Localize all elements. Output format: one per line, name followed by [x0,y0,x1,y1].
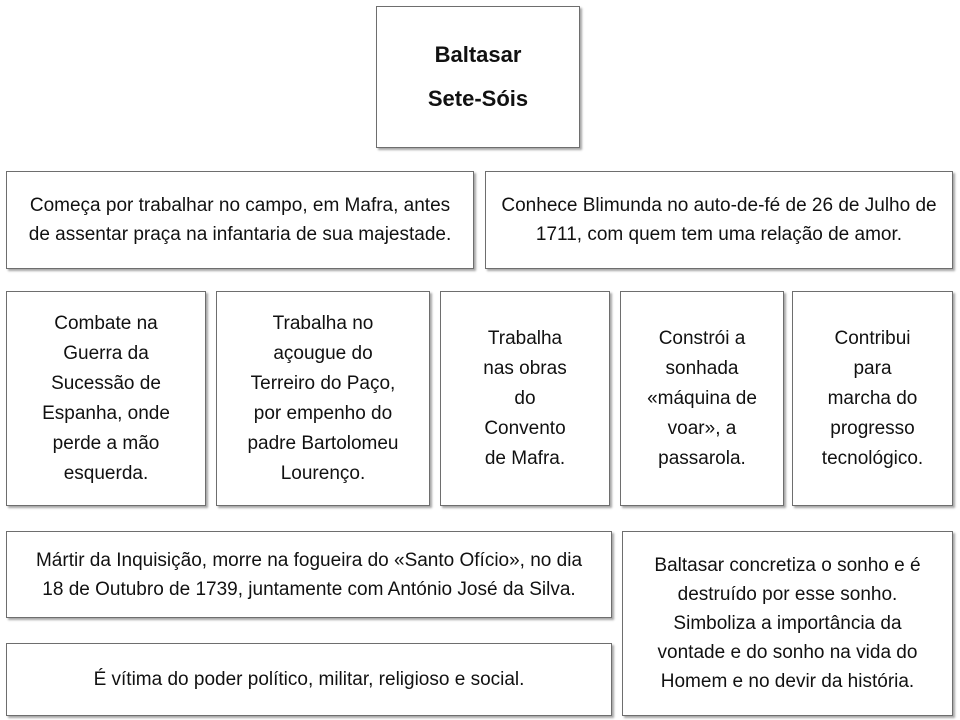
box-meets-blimunda: Conhece Blimunda no auto-de-fé de 26 de Julho de 1711, com quem tem uma relação de amor. [485,171,953,269]
box-convent: Trabalha nas obras do Convento de Mafra. [440,291,610,506]
title-box [376,6,580,148]
box-progress: Contribui para marcha do progresso tecnológico. [792,291,953,506]
title-line-1: Baltasar [434,42,522,67]
box-passarola: Constrói a sonhada «máquina de voar», a passarola. [620,291,784,506]
box-victim: É vítima do poder político, militar, religioso e social. [6,643,612,716]
box-early-life: Começa por trabalhar no campo, em Mafra, antes de assentar praça na infantaria de sua majestade. [6,171,474,269]
box-dream: Baltasar concretiza o sonho e é destruído por esse sonho. Simboliza a importância da vontade e do sonho na vida do Homem e no devir da história. [622,531,953,716]
title-line-2: Sete-Sóis [427,86,529,111]
box-butcher: Trabalha no açougue do Terreiro do Paço, por empenho do padre Bartolomeu Lourenço. [216,291,430,506]
box-martyr: Mártir da Inquisição, morre na fogueira do «Santo Ofício», no dia 18 de Outubro de 1739, juntamente com António José da Silva. [6,531,612,618]
box-war: Combate na Guerra da Sucessão de Espanha, onde perde a mão esquerda. [6,291,206,506]
